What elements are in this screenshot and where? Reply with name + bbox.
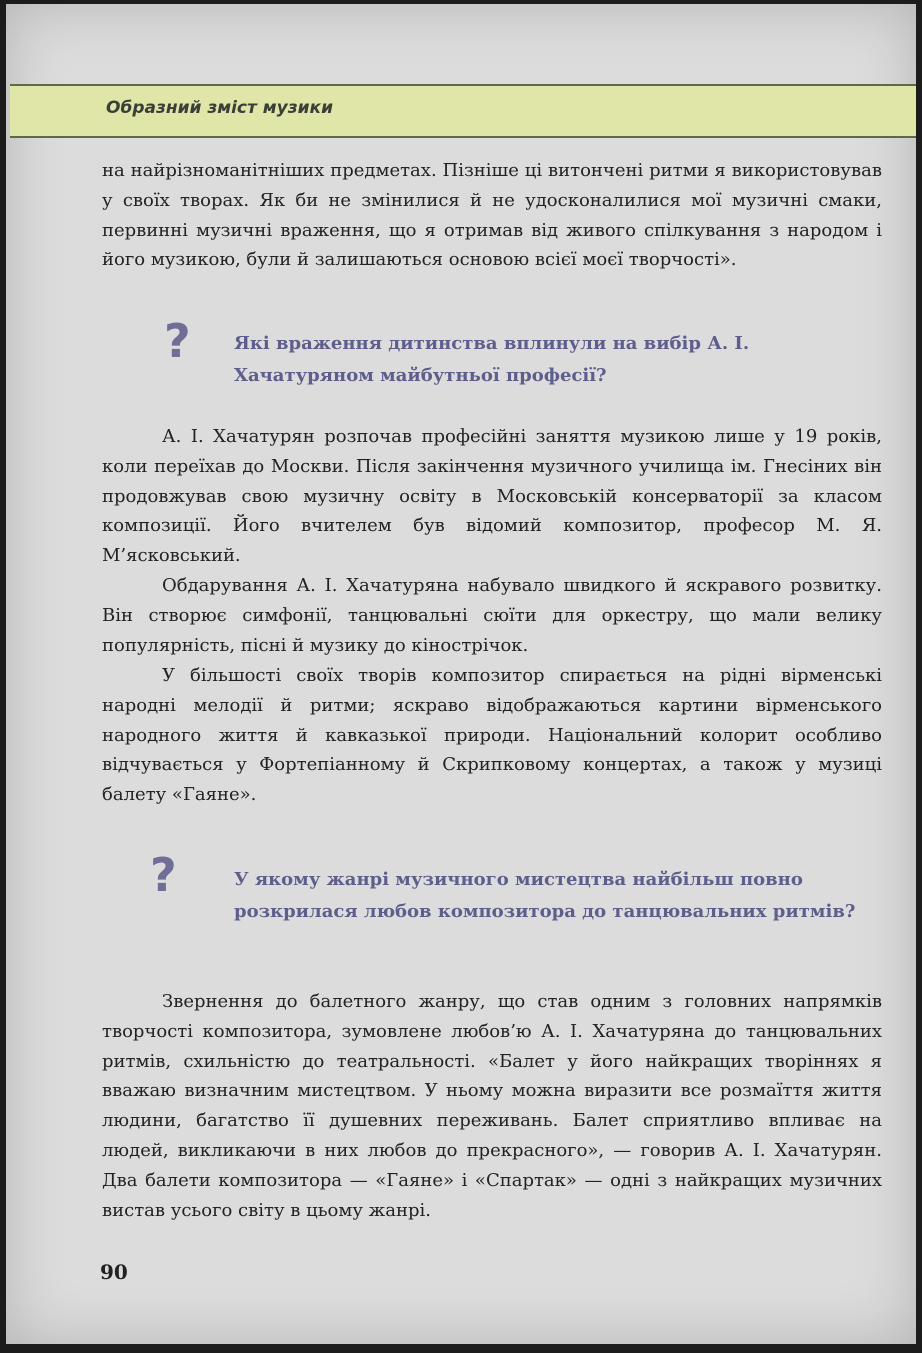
paragraph-ballet: Звернення до балетного жанру, що став одним з головних напрямків творчості композитора, зумовлене любов’ю А. І. Хачатуряна до танцювальних ритмів, схильністю до театральності. «Балет у його найкращих творіннях я вважаю визначним мистецтвом. У ньому можна виразити все розмаїття життя людини, багатство її душевних переживань. Балет сприятливо впливає на людей, викликаючи в них любов до прекрасного», — говорив А. І. Хачатурян. Два балети композитора — «Гаяне» і «Спартак» — одні з найкращих музичних вистав усього світу в цьому жанрі.	[102, 991, 882, 1221]
paragraph-national-colour: У більшості своїх творів композитор спирається на рідні вірменські народні мелодії й ритми; яскраво відображаються картини вірменського народного життя й кавказької природи. Національний колорит особливо відчувається у Фортепіанному й Скрипковому концертах, а також у музиці балету «Гаяне».	[102, 665, 882, 806]
question-1: Які враження дитинства вплинули на вибір А. І. Хачатуряном майбутньої професії?	[234, 333, 750, 386]
question-2: У якому жанрі музичного мистецтва найбільш повно розкрилася любов композитора до танцювальних ритмів?	[234, 869, 856, 922]
question-mark-icon: ?	[150, 848, 177, 902]
paragraph-development: Обдарування А. І. Хачатуряна набувало швидкого й яскравого розвитку. Він створює симфонії, танцювальні сюїти для оркестру, що мали велику популярність, пісні й музику до кінострічок.	[102, 575, 882, 656]
question-mark-icon: ?	[164, 314, 191, 368]
page-number: 90	[100, 1260, 128, 1284]
book-page	[6, 4, 916, 1344]
paragraph-continuation: на найрізноманітніших предметах. Пізніше ці витончені ритми я використовував у своїх творах. Як би не змінилися й не удосконалилися мої музичні смаки, первинні музичні враження, що я отримав від живого спілкування з народом і його музикою, були й залишаються основою всієї моєї творчості».	[102, 160, 882, 271]
paragraph-education: А. І. Хачатурян розпочав професійні заняття музикою лише у 19 років, коли переїхав до Москви. Після закінчення музичного училища ім. Гнесіних він продовжував свою музичну освіту в Московській консерваторії за класом композиції. Його вчителем був відомий композитор, професор М. Я. М’ясковський.	[102, 426, 882, 567]
section-title: Образний зміст музики	[106, 98, 333, 118]
section-header	[10, 84, 916, 138]
